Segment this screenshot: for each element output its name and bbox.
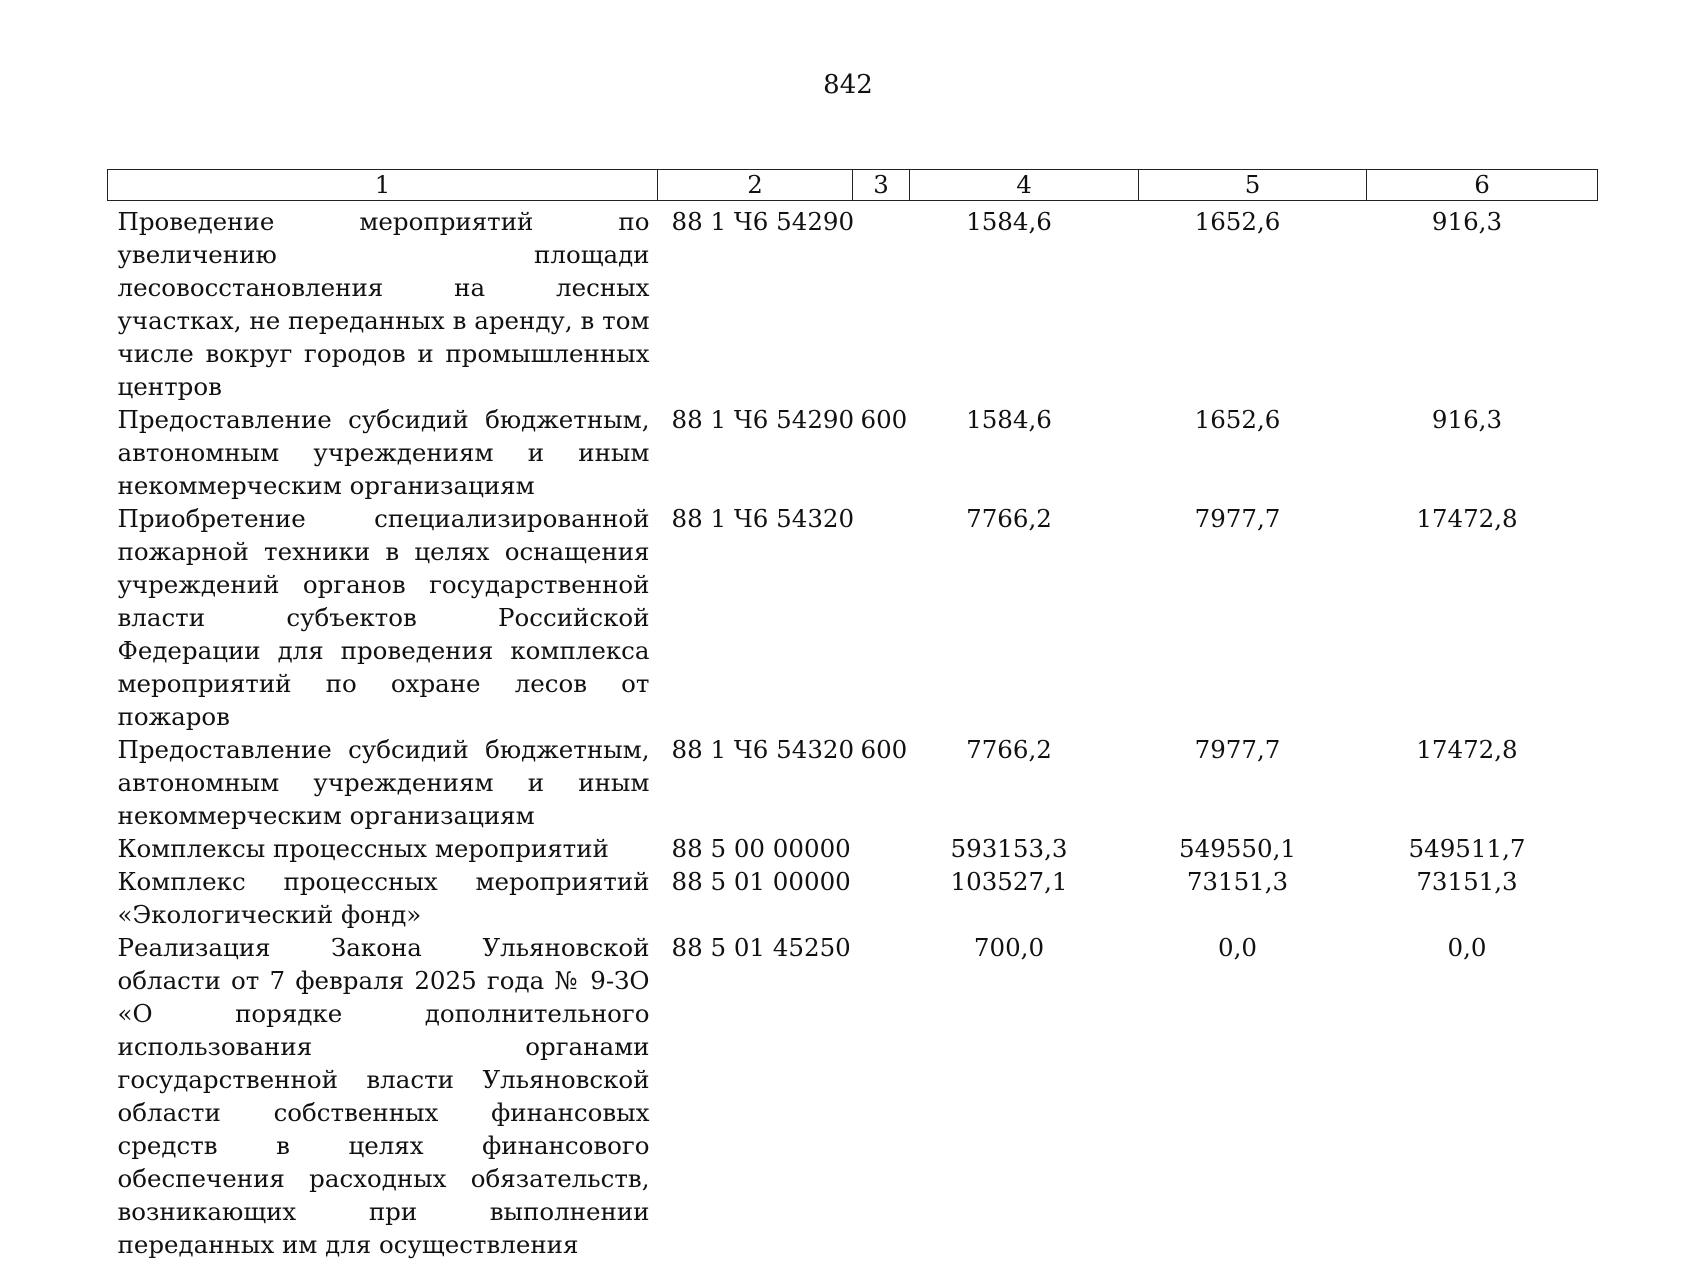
table-row (108, 865, 1598, 931)
table-body (108, 201, 1598, 1261)
row-expense-type (853, 832, 910, 865)
row-name: Комплексы процессных мероприятий (108, 832, 658, 865)
row-value-4: 1584,6 (910, 403, 1139, 502)
row-value-5: 7977,7 (1139, 502, 1367, 733)
row-code: 88 5 00 00000 (658, 832, 853, 865)
row-value-4: 7766,2 (910, 502, 1139, 733)
page-number: 842 (0, 70, 1696, 100)
row-value-5: 73151,3 (1139, 865, 1367, 931)
row-value-6: 916,3 (1367, 403, 1598, 502)
row-value-4: 1584,6 (910, 201, 1139, 404)
row-value-4: 103527,1 (910, 865, 1139, 931)
table-row (108, 201, 1598, 404)
row-value-6: 0,0 (1367, 931, 1598, 1261)
row-expense-type: 600 (853, 403, 910, 502)
table-row (108, 403, 1598, 502)
row-value-5: 1652,6 (1139, 403, 1367, 502)
row-name: Комплекс процессных мероприятий «Экологический фонд» (108, 865, 658, 931)
row-value-6: 549511,7 (1367, 832, 1598, 865)
row-code: 88 5 01 00000 (658, 865, 853, 931)
row-expense-type (853, 502, 910, 733)
row-name: Проведение мероприятий по увеличению площади лесовосстановления на лесных участках, не переданных в аренду, в том числе вокруг городов и промышленных центров (108, 201, 658, 404)
row-expense-type (853, 865, 910, 931)
row-code: 88 5 01 45250 (658, 931, 853, 1261)
row-expense-type (853, 201, 910, 404)
row-code: 88 1 Ч6 54290 (658, 201, 853, 404)
column-header-4: 4 (910, 170, 1139, 201)
row-code: 88 1 Ч6 54290 (658, 403, 853, 502)
row-expense-type (853, 931, 910, 1261)
row-code: 88 1 Ч6 54320 (658, 733, 853, 832)
column-header-2: 2 (658, 170, 853, 201)
table-header (108, 170, 1598, 201)
table-row (108, 832, 1598, 865)
row-value-6: 17472,8 (1367, 502, 1598, 733)
row-value-5: 1652,6 (1139, 201, 1367, 404)
column-header-5: 5 (1139, 170, 1367, 201)
column-header-1: 1 (108, 170, 658, 201)
table-row (108, 931, 1598, 1261)
row-code: 88 1 Ч6 54320 (658, 502, 853, 733)
column-header-6: 6 (1367, 170, 1598, 201)
row-name: Предоставление субсидий бюджетным, автономным учреждениям и иным некоммерческим организациям (108, 733, 658, 832)
row-value-6: 916,3 (1367, 201, 1598, 404)
column-header-3: 3 (853, 170, 910, 201)
row-value-4: 593153,3 (910, 832, 1139, 865)
row-value-6: 17472,8 (1367, 733, 1598, 832)
row-name: Приобретение специализированной пожарной техники в целях оснащения учреждений органов государственной власти субъектов Российской Федерации для проведения комплекса мероприятий по охране лесов от пожаров (108, 502, 658, 733)
table-row (108, 733, 1598, 832)
budget-table (107, 169, 1598, 1261)
row-value-5: 7977,7 (1139, 733, 1367, 832)
row-name: Реализация Закона Ульяновской области от 7 февраля 2025 года № 9-ЗО «О порядке дополнительного использования органами государственной власти Ульяновской области собственных финансовых средств в целях финансового обеспечения расходных обязательств, возникающих при выполнении переданных им для осуществления (108, 931, 658, 1261)
row-value-6: 73151,3 (1367, 865, 1598, 931)
row-expense-type: 600 (853, 733, 910, 832)
row-value-5: 549550,1 (1139, 832, 1367, 865)
table-row (108, 502, 1598, 733)
row-value-4: 7766,2 (910, 733, 1139, 832)
row-name: Предоставление субсидий бюджетным, автономным учреждениям и иным некоммерческим организациям (108, 403, 658, 502)
header-row (108, 170, 1598, 201)
row-value-4: 700,0 (910, 931, 1139, 1261)
row-value-5: 0,0 (1139, 931, 1367, 1261)
